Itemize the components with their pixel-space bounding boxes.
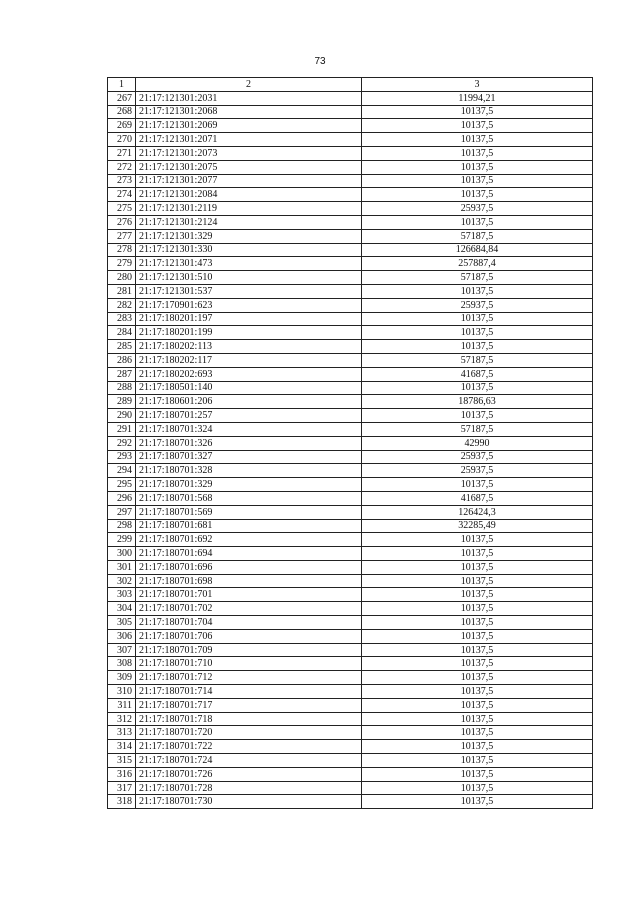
table-row xyxy=(108,340,593,354)
table-row xyxy=(108,202,593,216)
row-number-cell: 275 xyxy=(108,202,136,216)
cadastral-number-cell: 21:17:180701:702 xyxy=(136,602,362,616)
value-cell: 257887,4 xyxy=(362,257,593,271)
value-cell: 57187,5 xyxy=(362,353,593,367)
cadastral-number-cell: 21:17:180701:569 xyxy=(136,505,362,519)
table-row xyxy=(108,781,593,795)
row-number-cell: 281 xyxy=(108,284,136,298)
value-cell: 10137,5 xyxy=(362,740,593,754)
row-number-cell: 274 xyxy=(108,188,136,202)
cadastral-number-cell: 21:17:180701:328 xyxy=(136,464,362,478)
table-row xyxy=(108,436,593,450)
value-cell: 10137,5 xyxy=(362,174,593,188)
cadastral-number-cell: 21:17:180701:698 xyxy=(136,574,362,588)
row-number-cell: 308 xyxy=(108,657,136,671)
row-number-cell: 273 xyxy=(108,174,136,188)
registry-table-body xyxy=(108,78,593,809)
cadastral-number-cell: 21:17:121301:2071 xyxy=(136,133,362,147)
table-row xyxy=(108,533,593,547)
registry-table xyxy=(107,77,593,809)
value-cell: 10137,5 xyxy=(362,381,593,395)
value-cell: 10137,5 xyxy=(362,119,593,133)
value-cell: 126684,84 xyxy=(362,243,593,257)
value-cell: 10137,5 xyxy=(362,698,593,712)
cadastral-number-cell: 21:17:180701:718 xyxy=(136,712,362,726)
row-number-cell: 305 xyxy=(108,616,136,630)
value-cell: 10137,5 xyxy=(362,560,593,574)
value-cell: 11994,21 xyxy=(362,91,593,105)
value-cell: 10137,5 xyxy=(362,726,593,740)
table-row xyxy=(108,560,593,574)
row-number-cell: 301 xyxy=(108,560,136,574)
header-cell-number: 1 xyxy=(108,78,136,92)
row-number-cell: 318 xyxy=(108,795,136,809)
table-row xyxy=(108,629,593,643)
value-cell: 42990 xyxy=(362,436,593,450)
table-row xyxy=(108,422,593,436)
table-row xyxy=(108,685,593,699)
table-row xyxy=(108,243,593,257)
row-number-cell: 303 xyxy=(108,588,136,602)
value-cell: 10137,5 xyxy=(362,533,593,547)
cadastral-number-cell: 21:17:170901:623 xyxy=(136,298,362,312)
table-row xyxy=(108,671,593,685)
row-number-cell: 293 xyxy=(108,450,136,464)
value-cell: 10137,5 xyxy=(362,146,593,160)
row-number-cell: 306 xyxy=(108,629,136,643)
table-row xyxy=(108,754,593,768)
table-row xyxy=(108,602,593,616)
table-row xyxy=(108,257,593,271)
cadastral-number-cell: 21:17:180701:720 xyxy=(136,726,362,740)
cadastral-number-cell: 21:17:180701:717 xyxy=(136,698,362,712)
value-cell: 10137,5 xyxy=(362,712,593,726)
value-cell: 10137,5 xyxy=(362,105,593,119)
table-row xyxy=(108,491,593,505)
table-row xyxy=(108,353,593,367)
table-row xyxy=(108,271,593,285)
value-cell: 10137,5 xyxy=(362,215,593,229)
cadastral-number-cell: 21:17:121301:2069 xyxy=(136,119,362,133)
row-number-cell: 304 xyxy=(108,602,136,616)
table-row xyxy=(108,698,593,712)
row-number-cell: 283 xyxy=(108,312,136,326)
value-cell: 126424,3 xyxy=(362,505,593,519)
table-row xyxy=(108,312,593,326)
value-cell: 18786,63 xyxy=(362,395,593,409)
cadastral-number-cell: 21:17:180701:327 xyxy=(136,450,362,464)
table-row xyxy=(108,326,593,340)
cadastral-number-cell: 21:17:121301:537 xyxy=(136,284,362,298)
row-number-cell: 289 xyxy=(108,395,136,409)
table-header-row xyxy=(108,78,593,92)
cadastral-number-cell: 21:17:121301:2084 xyxy=(136,188,362,202)
row-number-cell: 317 xyxy=(108,781,136,795)
cadastral-number-cell: 21:17:121301:2077 xyxy=(136,174,362,188)
value-cell: 41687,5 xyxy=(362,491,593,505)
row-number-cell: 296 xyxy=(108,491,136,505)
cadastral-number-cell: 21:17:180201:199 xyxy=(136,326,362,340)
table-row xyxy=(108,657,593,671)
table-row xyxy=(108,450,593,464)
value-cell: 10137,5 xyxy=(362,657,593,671)
value-cell: 10137,5 xyxy=(362,602,593,616)
row-number-cell: 279 xyxy=(108,257,136,271)
value-cell: 41687,5 xyxy=(362,367,593,381)
cadastral-number-cell: 21:17:121301:329 xyxy=(136,229,362,243)
row-number-cell: 312 xyxy=(108,712,136,726)
row-number-cell: 298 xyxy=(108,519,136,533)
row-number-cell: 282 xyxy=(108,298,136,312)
value-cell: 10137,5 xyxy=(362,284,593,298)
table-row xyxy=(108,367,593,381)
row-number-cell: 297 xyxy=(108,505,136,519)
cadastral-number-cell: 21:17:180601:206 xyxy=(136,395,362,409)
row-number-cell: 278 xyxy=(108,243,136,257)
value-cell: 10137,5 xyxy=(362,754,593,768)
table-row xyxy=(108,91,593,105)
table-row xyxy=(108,505,593,519)
table-row xyxy=(108,395,593,409)
cadastral-number-cell: 21:17:121301:473 xyxy=(136,257,362,271)
cadastral-number-cell: 21:17:121301:2073 xyxy=(136,146,362,160)
cadastral-number-cell: 21:17:121301:510 xyxy=(136,271,362,285)
row-number-cell: 271 xyxy=(108,146,136,160)
row-number-cell: 290 xyxy=(108,409,136,423)
cadastral-number-cell: 21:17:180701:704 xyxy=(136,616,362,630)
value-cell: 10137,5 xyxy=(362,340,593,354)
table-row xyxy=(108,478,593,492)
value-cell: 25937,5 xyxy=(362,202,593,216)
value-cell: 10137,5 xyxy=(362,588,593,602)
table-row xyxy=(108,616,593,630)
table-row xyxy=(108,643,593,657)
cadastral-number-cell: 21:17:180501:140 xyxy=(136,381,362,395)
cadastral-number-cell: 21:17:180701:696 xyxy=(136,560,362,574)
value-cell: 10137,5 xyxy=(362,629,593,643)
table-row xyxy=(108,284,593,298)
value-cell: 10137,5 xyxy=(362,160,593,174)
row-number-cell: 286 xyxy=(108,353,136,367)
row-number-cell: 270 xyxy=(108,133,136,147)
table-row xyxy=(108,381,593,395)
value-cell: 10137,5 xyxy=(362,671,593,685)
value-cell: 10137,5 xyxy=(362,574,593,588)
row-number-cell: 310 xyxy=(108,685,136,699)
cadastral-number-cell: 21:17:180701:726 xyxy=(136,767,362,781)
value-cell: 10137,5 xyxy=(362,685,593,699)
value-cell: 10137,5 xyxy=(362,643,593,657)
row-number-cell: 272 xyxy=(108,160,136,174)
row-number-cell: 295 xyxy=(108,478,136,492)
row-number-cell: 315 xyxy=(108,754,136,768)
cadastral-number-cell: 21:17:180701:701 xyxy=(136,588,362,602)
table-row xyxy=(108,146,593,160)
cadastral-number-cell: 21:17:180202:113 xyxy=(136,340,362,354)
value-cell: 25937,5 xyxy=(362,450,593,464)
row-number-cell: 280 xyxy=(108,271,136,285)
value-cell: 10137,5 xyxy=(362,409,593,423)
row-number-cell: 276 xyxy=(108,215,136,229)
table-row xyxy=(108,298,593,312)
cadastral-number-cell: 21:17:180701:709 xyxy=(136,643,362,657)
value-cell: 10137,5 xyxy=(362,133,593,147)
page-number: 73 xyxy=(314,56,326,67)
value-cell: 10137,5 xyxy=(362,188,593,202)
row-number-cell: 288 xyxy=(108,381,136,395)
cadastral-number-cell: 21:17:180701:712 xyxy=(136,671,362,685)
row-number-cell: 311 xyxy=(108,698,136,712)
cadastral-number-cell: 21:17:180701:714 xyxy=(136,685,362,699)
table-row xyxy=(108,574,593,588)
value-cell: 57187,5 xyxy=(362,229,593,243)
cadastral-number-cell: 21:17:180701:710 xyxy=(136,657,362,671)
cadastral-number-cell: 21:17:121301:2031 xyxy=(136,91,362,105)
row-number-cell: 269 xyxy=(108,119,136,133)
value-cell: 10137,5 xyxy=(362,547,593,561)
cadastral-number-cell: 21:17:180202:117 xyxy=(136,353,362,367)
value-cell: 57187,5 xyxy=(362,271,593,285)
table-row xyxy=(108,464,593,478)
cadastral-number-cell: 21:17:121301:2075 xyxy=(136,160,362,174)
value-cell: 10137,5 xyxy=(362,478,593,492)
row-number-cell: 291 xyxy=(108,422,136,436)
row-number-cell: 302 xyxy=(108,574,136,588)
value-cell: 32285,49 xyxy=(362,519,593,533)
cadastral-number-cell: 21:17:180701:724 xyxy=(136,754,362,768)
table-row xyxy=(108,188,593,202)
cadastral-number-cell: 21:17:180701:692 xyxy=(136,533,362,547)
cadastral-number-cell: 21:17:121301:2124 xyxy=(136,215,362,229)
value-cell: 25937,5 xyxy=(362,464,593,478)
table-row xyxy=(108,795,593,809)
value-cell: 10137,5 xyxy=(362,781,593,795)
row-number-cell: 268 xyxy=(108,105,136,119)
table-row xyxy=(108,229,593,243)
row-number-cell: 299 xyxy=(108,533,136,547)
cadastral-number-cell: 21:17:180701:568 xyxy=(136,491,362,505)
table-row xyxy=(108,160,593,174)
cadastral-number-cell: 21:17:121301:2119 xyxy=(136,202,362,216)
value-cell: 10137,5 xyxy=(362,767,593,781)
value-cell: 10137,5 xyxy=(362,326,593,340)
cadastral-number-cell: 21:17:180202:693 xyxy=(136,367,362,381)
cadastral-number-cell: 21:17:180701:730 xyxy=(136,795,362,809)
header-cell-code: 2 xyxy=(136,78,362,92)
table-row xyxy=(108,133,593,147)
row-number-cell: 309 xyxy=(108,671,136,685)
cadastral-number-cell: 21:17:180201:197 xyxy=(136,312,362,326)
row-number-cell: 284 xyxy=(108,326,136,340)
row-number-cell: 307 xyxy=(108,643,136,657)
row-number-cell: 294 xyxy=(108,464,136,478)
row-number-cell: 300 xyxy=(108,547,136,561)
table-row xyxy=(108,105,593,119)
cadastral-number-cell: 21:17:121301:2068 xyxy=(136,105,362,119)
row-number-cell: 287 xyxy=(108,367,136,381)
table-row xyxy=(108,519,593,533)
cadastral-number-cell: 21:17:180701:706 xyxy=(136,629,362,643)
value-cell: 10137,5 xyxy=(362,616,593,630)
value-cell: 25937,5 xyxy=(362,298,593,312)
header-cell-value: 3 xyxy=(362,78,593,92)
cadastral-number-cell: 21:17:180701:257 xyxy=(136,409,362,423)
cadastral-number-cell: 21:17:180701:722 xyxy=(136,740,362,754)
row-number-cell: 292 xyxy=(108,436,136,450)
cadastral-number-cell: 21:17:180701:728 xyxy=(136,781,362,795)
value-cell: 10137,5 xyxy=(362,795,593,809)
table-row xyxy=(108,767,593,781)
cadastral-number-cell: 21:17:180701:329 xyxy=(136,478,362,492)
cadastral-number-cell: 21:17:180701:681 xyxy=(136,519,362,533)
table-row xyxy=(108,215,593,229)
table-row xyxy=(108,588,593,602)
row-number-cell: 267 xyxy=(108,91,136,105)
row-number-cell: 316 xyxy=(108,767,136,781)
row-number-cell: 285 xyxy=(108,340,136,354)
cadastral-number-cell: 21:17:180701:694 xyxy=(136,547,362,561)
row-number-cell: 314 xyxy=(108,740,136,754)
table-row xyxy=(108,119,593,133)
cadastral-number-cell: 21:17:180701:326 xyxy=(136,436,362,450)
table-row xyxy=(108,712,593,726)
cadastral-number-cell: 21:17:180701:324 xyxy=(136,422,362,436)
value-cell: 57187,5 xyxy=(362,422,593,436)
table-row xyxy=(108,409,593,423)
table-row xyxy=(108,740,593,754)
table-row xyxy=(108,726,593,740)
row-number-cell: 313 xyxy=(108,726,136,740)
table-row xyxy=(108,547,593,561)
cadastral-number-cell: 21:17:121301:330 xyxy=(136,243,362,257)
value-cell: 10137,5 xyxy=(362,312,593,326)
row-number-cell: 277 xyxy=(108,229,136,243)
table-row xyxy=(108,174,593,188)
